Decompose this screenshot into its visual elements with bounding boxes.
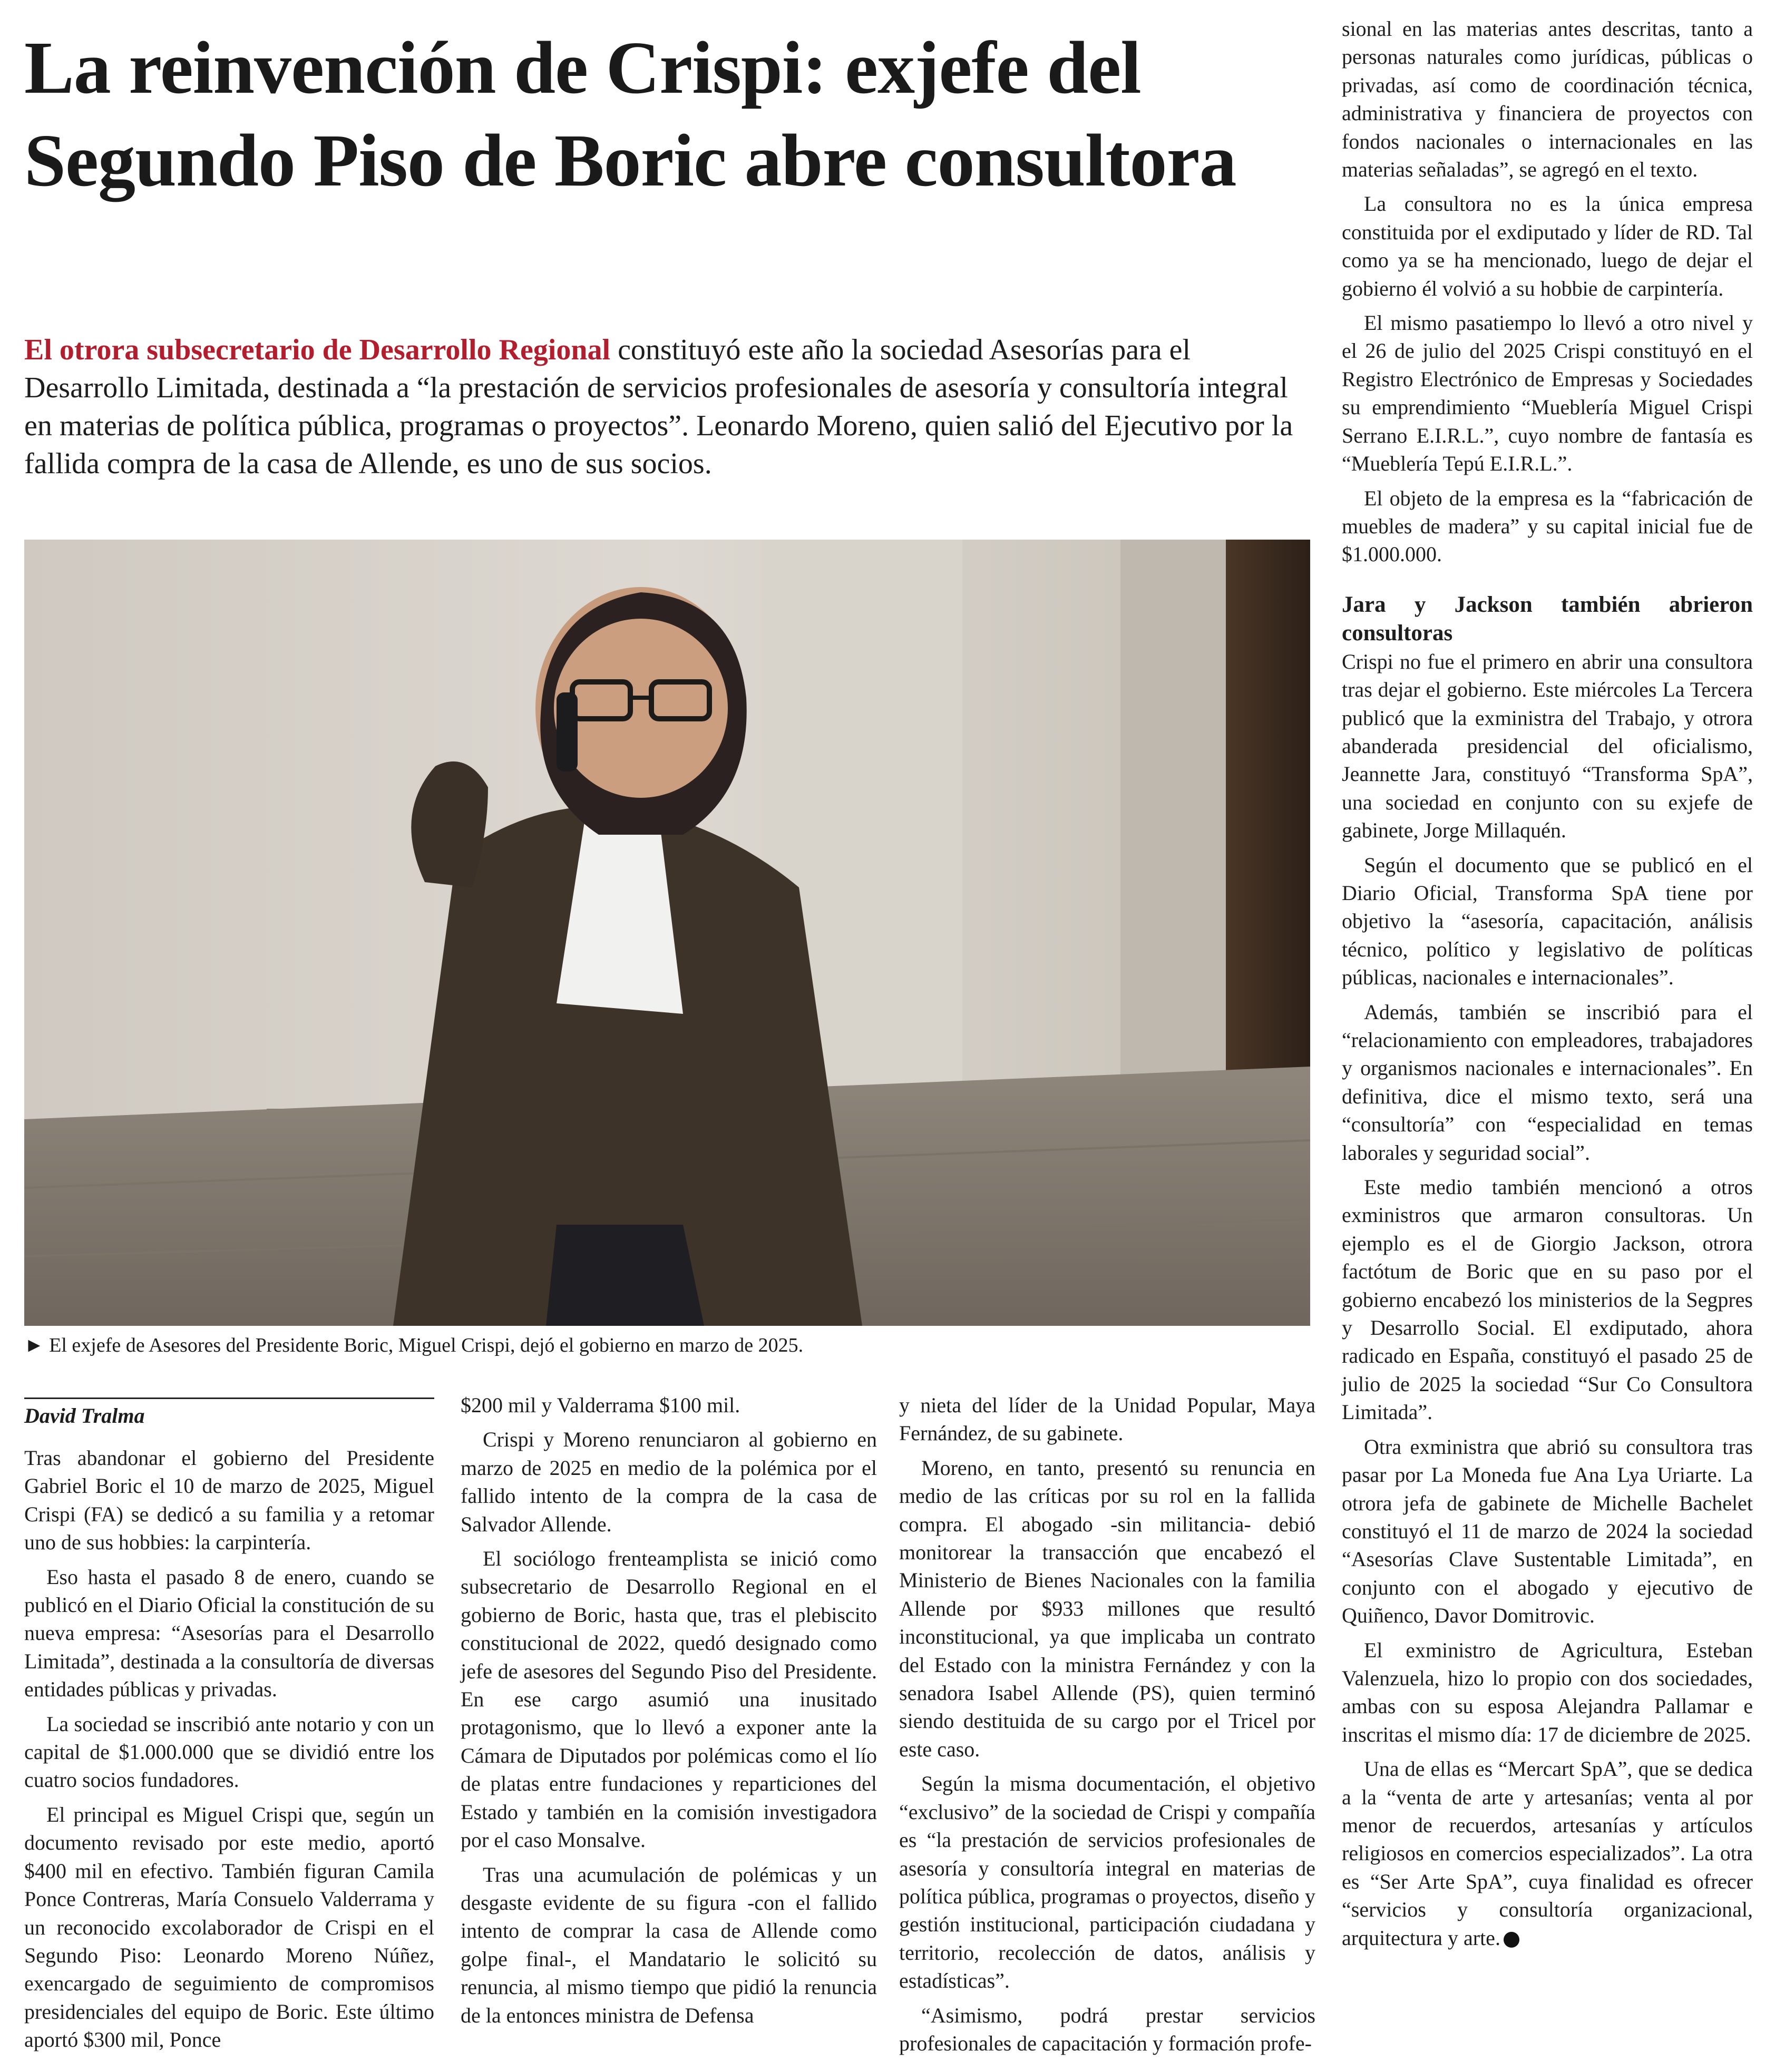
article-column-3 xyxy=(899,1391,1315,2064)
paragraph: $200 mil y Valderrama $100 mil. xyxy=(461,1393,740,1417)
paragraph xyxy=(1342,1755,1753,1952)
paragraph: Tras abandonar el gobierno del Presidente Gabriel Boric el 10 de marzo de 2025, Miguel Crispi (FA) se dedicó a su familia y a retomar uno de sus hobbies: la carpintería. xyxy=(24,1446,434,1555)
paragraph: “Asimismo, podrá prestar servicios profesionales de capacitación y formación profe- xyxy=(899,2003,1315,2055)
photo-illustration xyxy=(24,540,1310,1326)
article-column-1 xyxy=(24,1444,434,2060)
paragraph: Otra exministra que abrió su consultora tras pasar por La Moneda fue Ana Lya Uriarte. La otrora jefa de gabinete de Michelle Bachelet constituyó el 11 de marzo de 2024 la sociedad “Asesorías Clave Sustentable Limitada”, en conjunto con el abogado y ejecutivo de Quiñenco, Davor Domitrovic. xyxy=(1342,1434,1753,1628)
paragraph: sional en las materias antes descritas, tanto a personas naturales como jurídicas, públicas o privadas, así como de coordinación técnica, administrativa y financiera de proyectos con fondos nacionales o internacionales en las materias señaladas”, se agregó en el texto. xyxy=(1342,17,1753,182)
paragraph: Crispi y Moreno renunciaron al gobierno en marzo de 2025 en medio de la polémica por el fallido intento de la compra de la casa de Salvador Allende. xyxy=(461,1428,877,1536)
paragraph: Este medio también mencionó a otros exministros que armaron consultoras. Un ejemplo es el de Giorgio Jackson, otrora factótum de Boric que en su paso por el gobierno encabezó los ministerios de la Segpres y Desarrollo Social. El exdiputado, ahora radicado en España, constituyó el pasado 25 de julio de 2025 la sociedad “Sur Co Consultora Limitada”. xyxy=(1342,1175,1753,1424)
paragraph: El objeto de la empresa es la “fabricación de muebles de madera” y su capital inicial fue de $1.000.000. xyxy=(1342,486,1753,566)
paragraph: Además, también se inscribió para el “relacionamiento con empleadores, trabajadores y organismos nacionales e internacionales”. En definitiva, dice el mismo texto, será una “consultoría” con “especialidad en temas laborales y seguridad social”. xyxy=(1342,1000,1753,1165)
photo-miguel-crispi xyxy=(24,540,1310,1326)
subheading: Jara y Jackson también abrieron consultoras xyxy=(1342,592,1753,646)
paragraph: El exministro de Agricultura, Esteban Valenzuela, hizo lo propio con dos sociedades, ambas con su esposa Alejandra Pallamar e inscritas el mismo día: 17 de diciembre de 2025. xyxy=(1342,1638,1753,1746)
paragraph: Según el documento que se publicó en el Diario Oficial, Transforma SpA tiene por objetivo la “asesoría, capacitación, análisis técnico, político y legislativo de políticas públicas, nacionales e internacionales”. xyxy=(1342,853,1753,990)
photo-caption xyxy=(24,1332,1310,1358)
paragraph: Eso hasta el pasado 8 de enero, cuando se publicó en el Diario Oficial la constitución de su nueva empresa: “Asesorías para el Desarrollo Limitada”, destinada a la consultoría de diversas entidades públicas y privadas. xyxy=(24,1565,434,1702)
paragraph: El principal es Miguel Crispi que, según un documento revisado por este medio, aportó $400 mil en efectivo. También figuran Camila Ponce Contreras, María Consuelo Valderrama y un reconocido excolaborador de Crispi en el Segundo Piso: Leonardo Moreno Núñez, exencargado de seguimiento de compromisos presidenciales del equipo de Boric. Este último aportó $300 mil, Ponce xyxy=(24,1802,434,2052)
paragraph: El sociólogo frenteamplista se inició como subsecretario de Desarrollo Regional en el gobierno de Boric, hasta que, tras el plebiscito constitucional de 2022, quedó designado como jefe de asesores del Segundo Piso del Presidente. En ese cargo asumió una inusitado protagonismo, que lo llevó a exponer ante la Cámara de Diputados por polémicas como el lío de platas entre fundaciones y reparticiones del Estado y también en la comisión investigadora por el caso Monsalve. xyxy=(461,1547,877,1852)
end-mark-icon xyxy=(1504,1932,1519,1948)
caption-marker-icon: ► xyxy=(24,1334,44,1356)
paragraph: La consultora no es la única empresa constituida por el exdiputado y líder de RD. Tal como ya se ha mencionado, luego de dejar el gobierno él volvió a su hobbie de carpintería. xyxy=(1342,192,1753,300)
article-column-2 xyxy=(461,1391,877,2036)
paragraph: y nieta del líder de la Unidad Popular, Maya Fernández, de su gabinete. xyxy=(899,1393,1315,1445)
caption-text: El exjefe de Asesores del Presidente Boric, Miguel Crispi, dejó el gobierno en marzo de 2025. xyxy=(44,1334,804,1356)
deck-text: constituyó este año la sociedad Asesorías para el Desarrollo Limitada, destinada a “la prestación de servicios profesionales de asesoría y consultoría integral en materias de política pública, programas o proyectos”. Leonardo Moreno, quien salió del Ejecutivo por la fallida compra de la casa de Allende, es uno de sus socios. xyxy=(24,334,1293,480)
byline: David Tralma xyxy=(24,1397,434,1430)
headline: La reinvención de Crispi: exjefe del Segundo Piso de Boric abre consultora xyxy=(24,26,1236,202)
deck xyxy=(24,331,1310,483)
paragraph: Según la misma documentación, el objetivo “exclusivo” de la sociedad de Crispi y compañía es “la prestación de servicios profesionales de asesoría y consultoría integral en materias de política pública, programas o proyectos, diseño y gestión institucional, participación ciudadana y territorio, recolección de datos, análisis y estadísticas”. xyxy=(899,1772,1315,1993)
paragraph: Crispi no fue el primero en abrir una consultora tras dejar el gobierno. Este miércoles La Tercera publicó que la exministra del Trabajo, y otrora abanderada presidencial del oficialismo, Jeannette Jara, constituyó “Transforma SpA”, una sociedad en conjunto con su exjefe de gabinete, Jorge Millaquén. xyxy=(1342,649,1753,843)
paragraph: La sociedad se inscribió ante notario y con un capital de $1.000.000 que se dividió entre los cuatro socios fundadores. xyxy=(24,1712,434,1792)
deck-lead: El otrora subsecretario de Desarrollo Regional xyxy=(24,334,611,366)
paragraph: Moreno, en tanto, presentó su renuncia en medio de las críticas por su rol en la fallida compra. El abogado -sin militancia- debió monitorear la transacción que encabezó el Ministerio de Bienes Nacionales con la familia Allende por $933 millones que resultó inconstitucional, ya que implicaba un contrato del Estado con la ministra Fernández y con la senadora Isabel Allende (PS), quien terminó siendo destituida de su cargo por el Tricel por este caso. xyxy=(899,1455,1315,1761)
paragraph-text: Una de ellas es “Mercart SpA”, que se dedica a la “venta de arte y artesanías; venta al por menor de recuerdos, artesanías y artículos religiosos en comercios especializados”. La otra es “Ser Arte SpA”, cuya finalidad es ofrecer “servicios y consultoría organizacional, arquitectura y arte. xyxy=(1342,1757,1753,1950)
paragraph: Tras una acumulación de polémicas y un desgaste evidente de su figura -con el fallido intento de comprar la casa de Allende como golpe final-, el Mandatario le solicitó su renuncia, al mismo tiempo que pidió la renuncia de la entonces ministra de Defensa xyxy=(461,1862,877,2027)
paragraph: El mismo pasatiempo lo llevó a otro nivel y el 26 de julio del 2025 Crispi constituyó en el Registro Electrónico de Empresas y Sociedades su emprendimiento “Mueblería Miguel Crispi Serrano E.I.R.L.”, cuyo nombre de fantasía es “Mueblería Tepú E.I.R.L.”. xyxy=(1342,311,1753,476)
article-column-4 xyxy=(1342,15,1753,1958)
